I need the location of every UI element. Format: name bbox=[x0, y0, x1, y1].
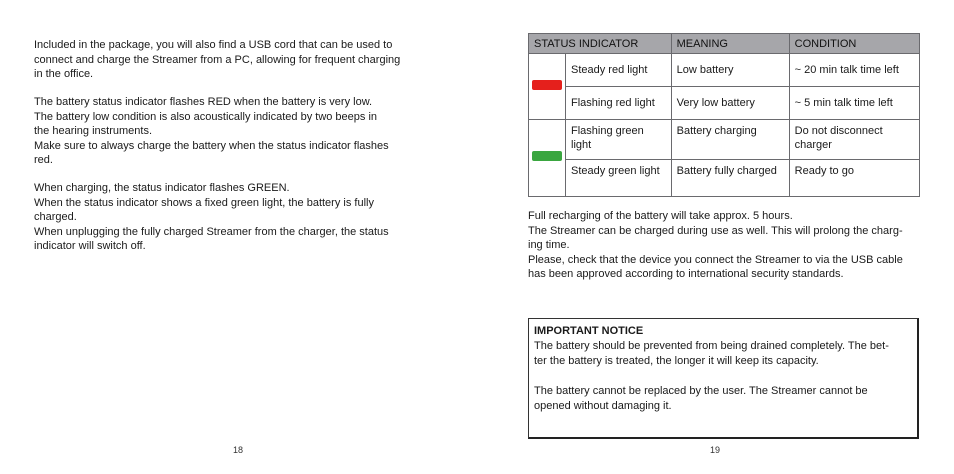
header-status-indicator: STATUS INDICATOR bbox=[529, 34, 672, 54]
header-meaning: MEANING bbox=[671, 34, 789, 54]
status-indicator-table bbox=[528, 33, 920, 197]
text-line: The battery status indicator flashes RED when the battery is very low. bbox=[34, 96, 373, 108]
condition-cell: Do not disconnect charger bbox=[789, 120, 919, 160]
battery-low-paragraph bbox=[34, 95, 434, 168]
text-line: connect and charge the Streamer from a PC, allowing for frequent charging bbox=[34, 53, 401, 66]
usb-cord-paragraph bbox=[34, 38, 434, 82]
page-number: 19 bbox=[710, 445, 721, 455]
text-line: The battery cannot be replaced by the user. The Streamer cannot be bbox=[534, 385, 868, 397]
table-header-row bbox=[529, 34, 920, 54]
meaning-cell: Very low battery bbox=[671, 87, 789, 120]
text-line: red. bbox=[34, 154, 53, 166]
green-indicator-cell bbox=[529, 120, 566, 197]
table-row bbox=[529, 160, 920, 197]
text-line: Included in the package, you will also find a USB cord that can be used to bbox=[34, 39, 393, 51]
meaning-cell: Battery fully charged bbox=[671, 160, 789, 197]
meaning-cell: Low battery bbox=[671, 54, 789, 87]
text-line: indicator will switch off. bbox=[34, 240, 146, 252]
table-row bbox=[529, 87, 920, 120]
condition-cell: ~ 5 min talk time left bbox=[789, 87, 919, 120]
green-led-icon bbox=[532, 151, 562, 161]
header-condition: CONDITION bbox=[789, 34, 919, 54]
text-line: When the status indicator shows a fixed green light, the battery is fully bbox=[34, 196, 374, 209]
text-line: ing time. bbox=[528, 239, 570, 251]
red-indicator-cell bbox=[529, 54, 566, 120]
indicator-cell: Steady red light bbox=[566, 54, 672, 87]
text-line: When charging, the status indicator flashes GREEN. bbox=[34, 182, 290, 194]
text-line: Please, check that the device you connect the Streamer to via the USB cable bbox=[528, 253, 903, 266]
text-line: charged. bbox=[34, 211, 77, 223]
text-line: has been approved according to international security standards. bbox=[528, 268, 844, 280]
right-page bbox=[477, 0, 954, 474]
charging-paragraph bbox=[34, 181, 434, 254]
text-line: ter the battery is treated, the longer it will keep its capacity. bbox=[534, 355, 819, 367]
text-line: The battery should be prevented from being drained completely. The bet- bbox=[534, 340, 889, 352]
table-row bbox=[529, 120, 920, 160]
notice-title: IMPORTANT NOTICE bbox=[534, 325, 644, 337]
condition-cell: Ready to go bbox=[789, 160, 919, 197]
important-notice-box bbox=[528, 318, 919, 439]
red-led-icon bbox=[532, 80, 562, 90]
indicator-cell: Steady green light bbox=[566, 160, 672, 197]
condition-cell: ~ 20 min talk time left bbox=[789, 54, 919, 87]
text-line: The battery low condition is also acoustically indicated by two beeps in bbox=[34, 110, 378, 123]
text-line: Make sure to always charge the battery when the status indicator flashes bbox=[34, 139, 389, 152]
meaning-cell: Battery charging bbox=[671, 120, 789, 160]
indicator-cell: Flashing green light bbox=[566, 120, 672, 160]
page-number: 18 bbox=[233, 445, 244, 455]
recharging-paragraph bbox=[528, 209, 921, 282]
paragraph-gap bbox=[534, 369, 912, 384]
text-line: When unplugging the fully charged Streamer from the charger, the status bbox=[34, 225, 389, 238]
text-line: in the office. bbox=[34, 68, 94, 80]
text-line: The Streamer can be charged during use as well. This will prolong the charg- bbox=[528, 224, 903, 237]
table-row bbox=[529, 54, 920, 87]
text-line: opened without damaging it. bbox=[534, 400, 672, 412]
indicator-cell: Flashing red light bbox=[566, 87, 672, 120]
text-line: the hearing instruments. bbox=[34, 125, 153, 137]
text-line: Full recharging of the battery will take approx. 5 hours. bbox=[528, 210, 793, 222]
